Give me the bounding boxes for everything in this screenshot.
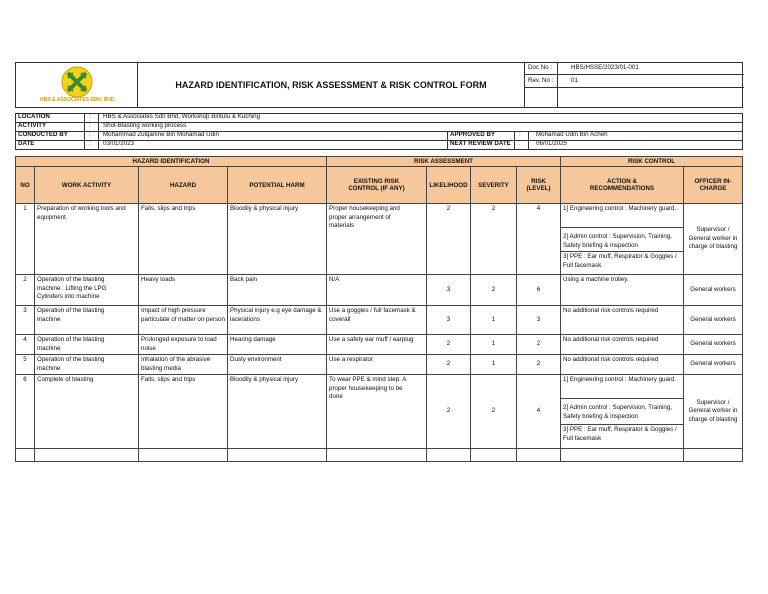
row2-no: 2: [15, 274, 35, 306]
group-hazard: HAZARD IDENTIFICATION: [15, 156, 327, 167]
col-no: NO: [15, 166, 35, 204]
col-harm: POTENTIAL HARM: [227, 166, 327, 204]
row4-hazard: Prolonged exposure to load noise: [138, 334, 228, 355]
conducted-label: CONDUCTED BY: [18, 131, 68, 138]
row2-hazard: Heavy loads: [138, 274, 228, 306]
row3-officer: General workers: [683, 305, 743, 335]
row4-action: No additional risk controls required: [560, 334, 684, 355]
row1-activity: Preparation of working tools and equipment: [34, 203, 139, 275]
row5-officer: General workers: [683, 354, 743, 375]
col-likelihood: LIKELIHOOD: [426, 166, 471, 204]
row1-existing: Proper housekeeping and proper arrangement of materials: [326, 203, 427, 275]
col-hazard: HAZARD: [138, 166, 228, 204]
row1-action-2: 2] Admin control : Supervision, Training, Safety briefing & inspection: [560, 227, 684, 252]
row3-risk: 3: [516, 305, 561, 335]
row1-risk: 4: [516, 203, 561, 275]
row1-harm: Bloodily & physical injury: [227, 203, 327, 275]
row6-hazard: Falls, slips and trips: [138, 374, 228, 449]
empty-row-likelihood: [426, 448, 471, 462]
review-label: NEXT REVIEW DATE: [450, 140, 511, 147]
row4-existing: Use a safety ear muff / earplug: [326, 334, 427, 355]
row4-severity: 1: [470, 334, 517, 355]
conducted-colon: :: [89, 131, 91, 138]
row2-harm: Back pain: [227, 274, 327, 306]
col-action: ACTION & RECOMMENDATIONS: [560, 166, 684, 204]
group-risk: RISK ASSESSMENT: [326, 156, 561, 167]
col-activity: WORK ACTIVITY: [34, 166, 139, 204]
row3-existing: Use a goggles / full facemask & coverall: [326, 305, 427, 335]
row2-likelihood: 3: [426, 274, 471, 306]
location-colon: :: [89, 113, 91, 120]
date-colon: :: [89, 140, 91, 147]
row1-officer: Supervisor / General worker in charge of blasting: [683, 203, 743, 275]
empty-row-harm: [227, 448, 327, 462]
row3-activity: Operation of the blasting machine: [34, 305, 139, 335]
location-label: LOCATION: [18, 113, 50, 120]
date-value: 03/01/2023: [103, 140, 134, 147]
row6-action-3: 3] PPE : Ear muff, Respirator & Goggles / Full facemask: [560, 424, 684, 449]
row5-no: 5: [15, 354, 35, 375]
row5-severity: 1: [470, 354, 517, 375]
row1-likelihood: 2: [426, 203, 471, 275]
row3-severity: 1: [470, 305, 517, 335]
row2-severity: 2: [470, 274, 517, 306]
row5-existing: Use a respirator: [326, 354, 427, 375]
empty-row-no: [15, 448, 35, 462]
review-value: 06/01/2025: [536, 140, 567, 147]
row6-action-2: 2] Admin control : Supervision, Training, Safety briefing & inspection: [560, 398, 684, 425]
row1-action-3: 3] PPE : Ear muff, Respirator & Goggles / Full facemask: [560, 251, 684, 275]
row6-action-1: 1] Engineering control : Machinery guard.: [560, 374, 684, 399]
row2-action: Using a machine trolley.: [560, 274, 684, 306]
row5-likelihood: 2: [426, 354, 471, 375]
empty-row-existing: [326, 448, 427, 462]
conducted-value: Mohammad Zulqanine Bin Mohamad Udin: [103, 131, 219, 138]
row4-activity: Operation of the blasting machine: [34, 334, 139, 355]
row4-harm: Hearing damage: [227, 334, 327, 355]
row3-likelihood: 3: [426, 305, 471, 335]
row6-activity: Complete of blasting: [34, 374, 139, 449]
approved-label: APPROVED BY: [450, 131, 496, 138]
row5-activity: Operation of the blasting machine: [34, 354, 139, 375]
row3-hazard: Impact of high pressure particulate of matter on person: [138, 305, 228, 335]
row3-harm: Physical injury e.g eye damage & lacerations: [227, 305, 327, 335]
activity-value: Shot-Blasting working process: [103, 122, 187, 129]
col-existing: EXISTING RISK CONTROL (IF ANY): [326, 166, 427, 204]
row4-no: 4: [15, 334, 35, 355]
doc-no-value: HBS/HSSE/2023/01-001: [571, 64, 639, 71]
row5-hazard: Inhalation of the abrasive blasting media: [138, 354, 228, 375]
col-severity: SEVERITY: [470, 166, 517, 204]
row1-hazard: Falls, slips and trips: [138, 203, 228, 275]
form-title: HAZARD IDENTIFICATION, RISK ASSESSMENT & RISK CONTROL FORM: [175, 80, 487, 90]
row2-officer: General workers: [683, 274, 743, 306]
empty-row-activity: [34, 448, 139, 462]
empty-row-officer: [683, 448, 743, 462]
row6-no: 6: [15, 374, 35, 449]
row1-no: 1: [15, 203, 35, 275]
row4-officer: General workers: [683, 334, 743, 355]
empty-row-severity: [470, 448, 517, 462]
row3-action: No additional risk controls required: [560, 305, 684, 335]
empty-row-action: [560, 448, 684, 462]
logo-text: HBS & ASSOCIATES SDN. BHD.: [40, 97, 116, 103]
row2-risk: 6: [516, 274, 561, 306]
row1-severity: 2: [470, 203, 517, 275]
row4-likelihood: 2: [426, 334, 471, 355]
row6-officer: Supervisor / General worker in charge of blasting: [683, 374, 743, 449]
approved-value: Mohamad Udin Bin Acheh: [536, 131, 608, 138]
review-colon: :: [519, 140, 521, 147]
group-control: RISK CONTROL: [560, 156, 743, 167]
date-label: DATE: [18, 140, 35, 147]
empty-row-hazard: [138, 448, 228, 462]
row1-action-1: 1] Engineering control : Machinery guard.: [560, 203, 684, 228]
row5-risk: 2: [516, 354, 561, 375]
row5-harm: Dusty environment: [227, 354, 327, 375]
row3-no: 3: [15, 305, 35, 335]
rev-no-label: Rev. No :: [528, 77, 554, 84]
location-value: HBS & Associates Sdn Bhd, Workshop Bintulu & Kuching: [103, 113, 261, 120]
row2-existing: N/A: [326, 274, 427, 306]
row6-severity: 2: [470, 374, 517, 449]
activity-colon: :: [89, 122, 91, 129]
row6-harm: Bloodily & physical injury: [227, 374, 327, 449]
row6-existing: To wear PPE & mind step. A proper housekeeping to be done: [326, 374, 427, 449]
row6-risk: 4: [516, 374, 561, 449]
rev-no-value: 01: [571, 77, 578, 84]
empty-row-risk: [516, 448, 561, 462]
doc-no-label: Doc No :: [528, 64, 553, 71]
activity-label: ACTIVITY: [18, 122, 47, 129]
row5-action: No additional risk controls required: [560, 354, 684, 375]
row4-risk: 2: [516, 334, 561, 355]
col-risk: RISK (LEVEL): [516, 166, 561, 204]
row6-likelihood: 2: [426, 374, 471, 449]
col-officer: OFFICER IN-CHARGE: [683, 166, 743, 204]
row2-activity: Operation of the blasting machine : Lifting the LPG Cylinders into machine: [34, 274, 139, 306]
approved-colon: :: [519, 131, 521, 138]
